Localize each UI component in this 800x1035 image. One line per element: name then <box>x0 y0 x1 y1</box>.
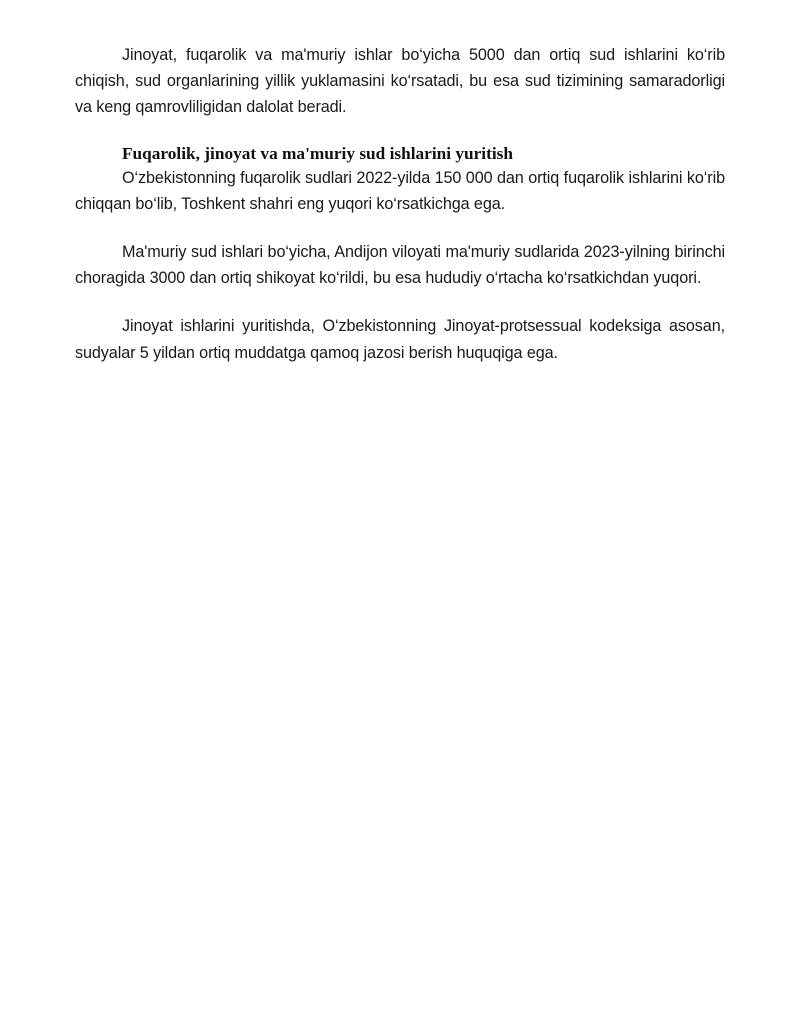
document-body <box>75 42 725 366</box>
paragraph-intro: Jinoyat, fuqarolik va ma'muriy ishlar bo‘yicha 5000 dan ortiq sud ishlarini ko‘rib chiqish, sud organlarining yillik yuklamasini ko‘rsatadi, bu esa sud tizimining samaradorligi va keng qamrovliligidan dalolat beradi. <box>75 46 725 117</box>
paragraph-criminal-cases: Jinoyat ishlarini yuritishda, O‘zbekistonning Jinoyat-protsessual kodeksiga asosan, sudyalar 5 yildan ortiq muddatga qamoq jazosi berish huquqiga ega. <box>75 317 725 362</box>
paragraph-civil-cases: O‘zbekistonning fuqarolik sudlari 2022-yilda 150 000 dan ortiq fuqarolik ishlarini ko‘rib chiqqan bo‘lib, Toshkent shahri eng yuqori ko‘rsatkichga ega. <box>75 168 725 213</box>
section-heading: Fuqarolik, jinoyat va ma'muriy sud ishlarini yuritish <box>122 143 513 163</box>
paragraph-administrative-cases: Ma'muriy sud ishlari bo‘yicha, Andijon viloyati ma'muriy sudlarida 2023-yilning birinchi choragida 3000 dan ortiq shikoyat ko‘rildi, bu esa hududiy o‘rtacha ko‘rsatkichdan yuqori. <box>75 243 725 288</box>
